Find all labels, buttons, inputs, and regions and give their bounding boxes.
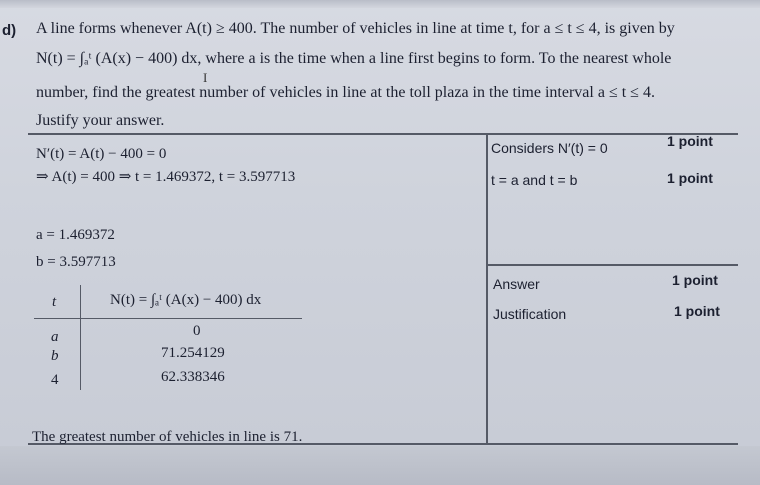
scoring-item-1-points: 1 point	[667, 133, 713, 149]
question-line-3: number, find the greatest number of vehicles in line at the toll plaza in the time interval a ≤ t ≤ 4.	[36, 84, 655, 101]
scoring-item-3-points: 1 point	[672, 272, 718, 288]
top-edge	[0, 0, 760, 8]
scoring-item-2-label: t = a and t = b	[491, 172, 578, 188]
scoring-item-4-label: Justification	[493, 306, 567, 322]
question-line-2: N(t) = ∫ₐᵗ (A(x) − 400) dx, where a is the time when a line first begins to form. To the nearest whole	[36, 50, 672, 67]
scoring-row-divider	[486, 264, 738, 266]
table-top-border	[28, 133, 738, 135]
table-header-n: N(t) = ∫ₐᵗ (A(x) − 400) dx	[110, 292, 262, 308]
table-row-1-t: a	[51, 329, 59, 345]
table-row-1-n: 0	[193, 323, 201, 339]
page-bottom-shadow	[0, 446, 760, 485]
table-header-t: t	[52, 294, 57, 310]
table-column-divider	[486, 133, 488, 443]
b-value: b = 3.597713	[36, 254, 116, 270]
table-row-3-t: 4	[51, 372, 59, 388]
inner-table-header-rule	[34, 318, 302, 319]
scoring-item-4-points: 1 point	[674, 303, 720, 319]
a-value: a = 1.469372	[36, 227, 115, 243]
inner-table-column-rule	[80, 285, 81, 390]
table-row-3-n: 62.338346	[161, 369, 225, 385]
part-label: d)	[2, 22, 17, 39]
scoring-item-3-label: Answer	[493, 276, 540, 292]
scoring-item-1-label: Considers N′(t) = 0	[491, 140, 608, 156]
question-line-4: Justify your answer.	[36, 112, 165, 129]
equation-2: ⇒ A(t) = 400 ⇒ t = 1.469372, t = 3.597713	[36, 169, 296, 185]
text-cursor-icon: I	[203, 70, 208, 85]
conclusion: The greatest number of vehicles in line is 71.	[32, 429, 303, 445]
equation-1: N′(t) = A(t) − 400 = 0	[36, 146, 167, 162]
question-line-1: A line forms whenever A(t) ≥ 400. The number of vehicles in line at time t, for a ≤ t ≤ 4, is given by	[36, 20, 675, 37]
table-row-2-n: 71.254129	[161, 345, 225, 361]
table-row-2-t: b	[51, 348, 59, 364]
scoring-item-2-points: 1 point	[667, 170, 713, 186]
